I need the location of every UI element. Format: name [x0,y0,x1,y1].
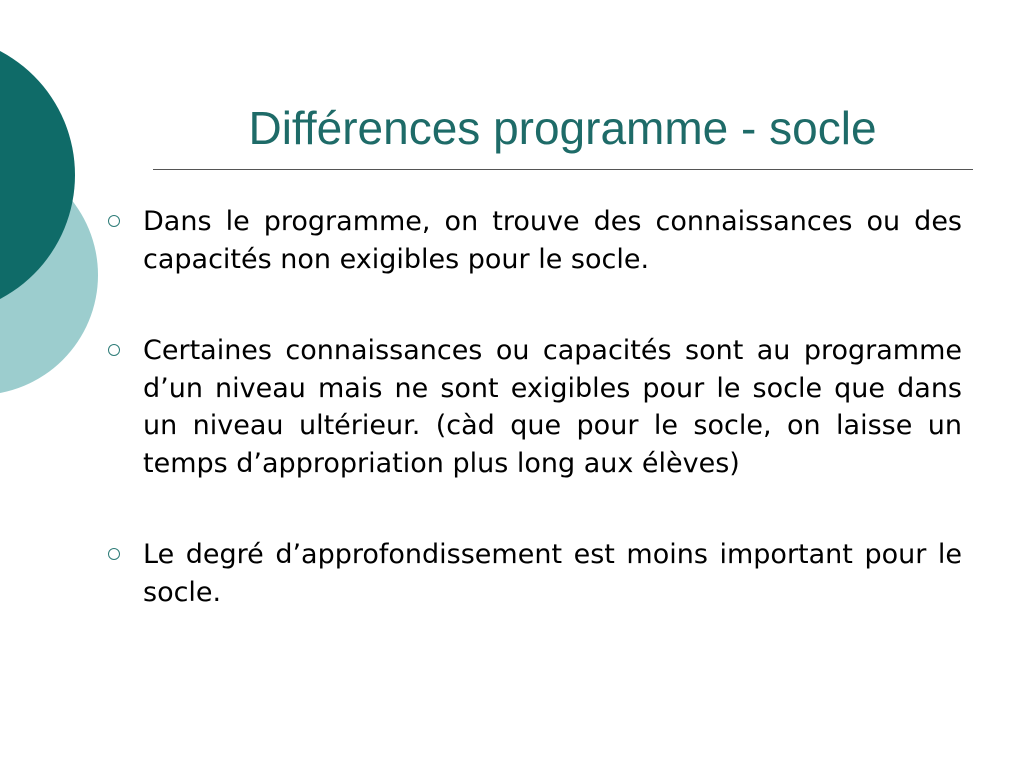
circle-outline-icon [108,548,120,560]
circle-outline-icon [108,344,120,356]
circle-outline-icon [108,215,120,227]
bullet-item [100,332,962,482]
bullet-item [100,536,962,611]
slide-title: Différences programme - socle [248,102,877,154]
bullet-list [100,203,962,665]
bullet-text: Le degré d’approfondissement est moins important pour le socle. [143,539,962,608]
title-divider [153,169,973,170]
bullet-item [100,203,962,278]
bullet-text: Certaines connaissances ou capacités sont au programme d’un niveau mais ne sont exigibles pour le socle que dans un niveau ultérieur. (càd que pour le socle, on laisse un temps d’appropriation plus long aux élèves) [143,335,962,479]
bullet-text: Dans le programme, on trouve des connaissances ou des capacités non exigibles pour le socle. [143,206,962,275]
